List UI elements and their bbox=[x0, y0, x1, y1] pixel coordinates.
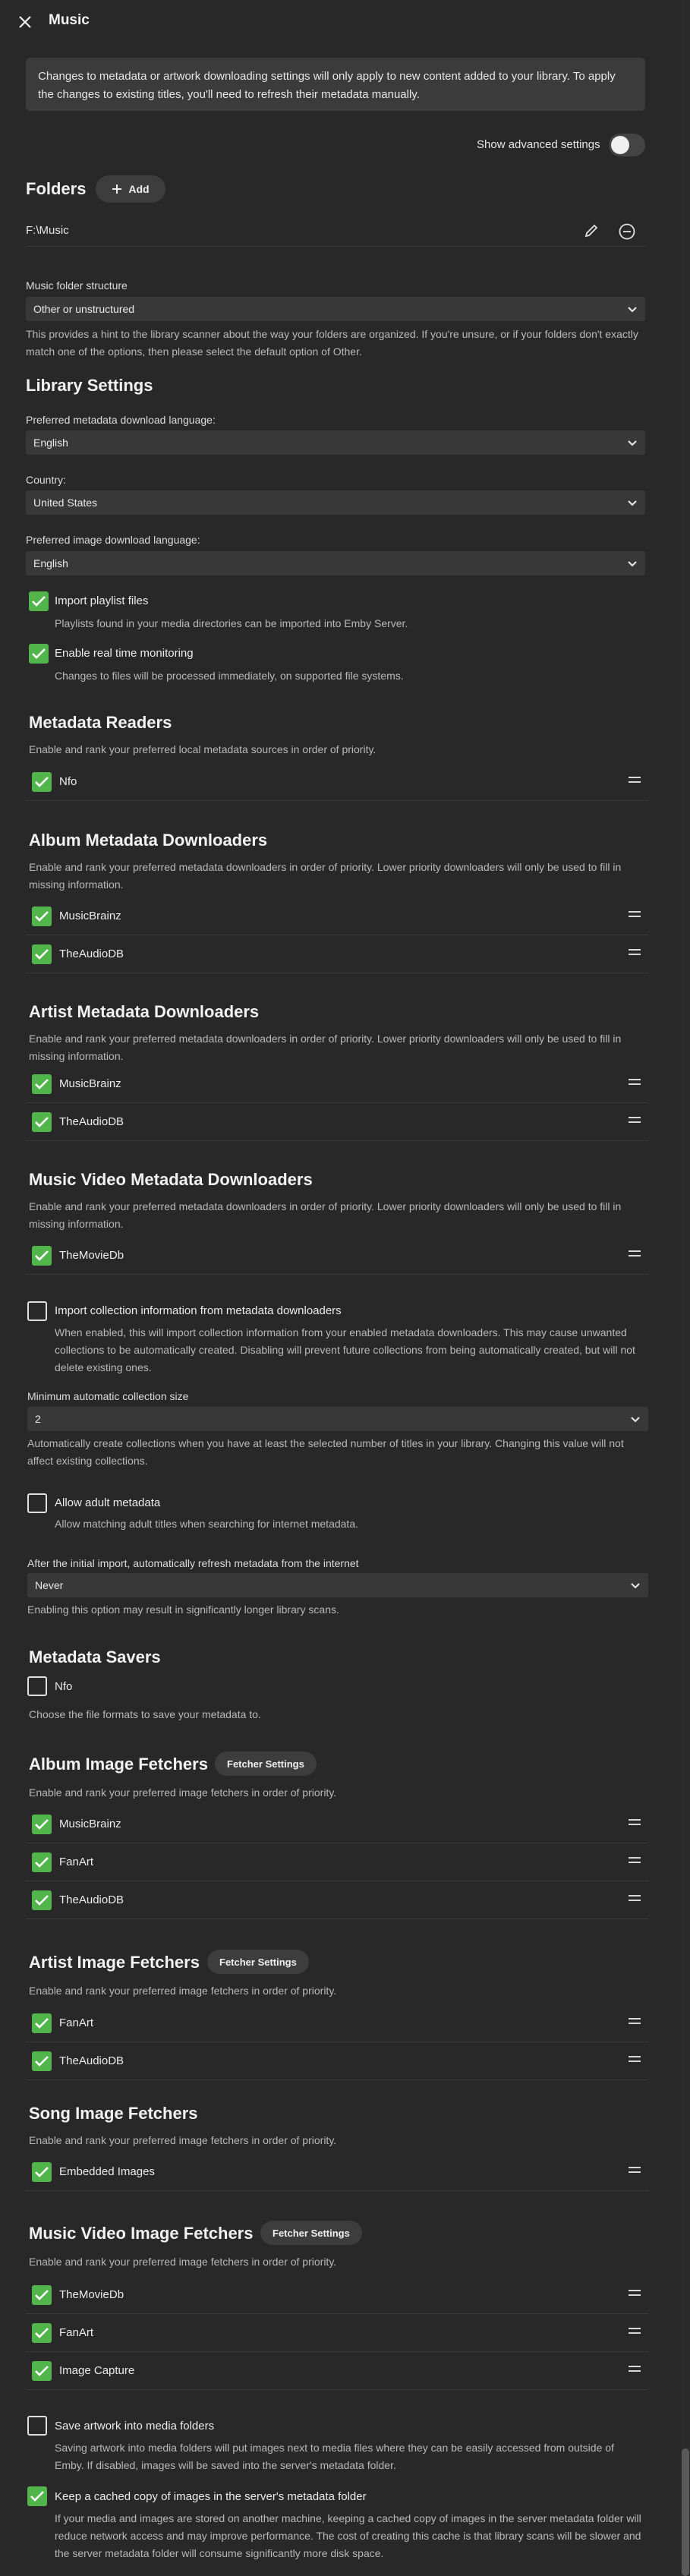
plus-icon bbox=[112, 184, 122, 194]
mv-image-help: Enable and rank your preferred image fetchers in order of priority. bbox=[29, 2256, 337, 2268]
album-image-fanart-checkbox[interactable] bbox=[32, 1852, 52, 1872]
drag-handle-icon[interactable] bbox=[629, 1895, 641, 1906]
list-item-label: MusicBrainz bbox=[59, 1077, 121, 1090]
remove-circle-icon bbox=[618, 222, 636, 241]
import-playlist-help: Playlists found in your media directories can be imported into Emby Server. bbox=[55, 617, 408, 629]
list-item-label: FanArt bbox=[59, 1856, 94, 1868]
import-collections-label: Import collection information from metadata downloaders bbox=[55, 1304, 342, 1317]
close-icon bbox=[18, 15, 32, 29]
refresh-value: Never bbox=[35, 1579, 64, 1591]
list-item-label: MusicBrainz bbox=[59, 1818, 121, 1830]
check-icon bbox=[34, 1818, 49, 1831]
chevron-down-icon bbox=[630, 1580, 641, 1591]
album-fetcher-settings-button[interactable]: Fetcher Settings bbox=[215, 1751, 317, 1776]
structure-label: Music folder structure bbox=[26, 279, 128, 292]
folder-path: F:\Music bbox=[26, 224, 69, 237]
check-icon bbox=[34, 1115, 49, 1129]
song-image-heading: Song Image Fetchers bbox=[29, 2104, 198, 2123]
structure-value: Other or unstructured bbox=[33, 303, 135, 315]
refresh-select[interactable] bbox=[27, 1573, 648, 1597]
check-icon bbox=[34, 2165, 49, 2179]
list-item-label: TheAudioDB bbox=[59, 947, 124, 960]
drag-handle-icon[interactable] bbox=[629, 1819, 641, 1830]
metadata-language-value: English bbox=[33, 437, 68, 449]
check-icon bbox=[34, 2364, 49, 2378]
album-theaudiodb-checkbox[interactable] bbox=[32, 944, 52, 964]
list-item[interactable] bbox=[26, 1843, 648, 1881]
pencil-icon bbox=[583, 222, 600, 239]
list-item[interactable] bbox=[26, 2276, 648, 2314]
close-button[interactable] bbox=[14, 11, 36, 33]
refresh-help: Enabling this option may result in significantly longer library scans. bbox=[27, 1603, 339, 1616]
library-settings-heading: Library Settings bbox=[26, 376, 153, 395]
window-title: Music bbox=[49, 12, 90, 28]
list-item[interactable] bbox=[26, 2004, 648, 2042]
realtime-monitoring-label: Enable real time monitoring bbox=[55, 647, 194, 660]
check-icon bbox=[34, 1249, 49, 1263]
drag-handle-icon[interactable] bbox=[629, 2167, 641, 2177]
drag-handle-icon[interactable] bbox=[629, 2366, 641, 2376]
mv-downloaders-help: Enable and rank your preferred metadata downloaders in order of priority. Lower priority downloaders will only be used to fill in missing information. bbox=[29, 1200, 622, 1230]
artist-image-help: Enable and rank your preferred image fetchers in order of priority. bbox=[29, 1985, 337, 1997]
drag-handle-icon[interactable] bbox=[629, 1117, 641, 1127]
list-item-label: TheAudioDB bbox=[59, 1115, 124, 1128]
check-icon bbox=[34, 1893, 49, 1907]
adult-metadata-label: Allow adult metadata bbox=[55, 1496, 161, 1509]
artist-fetcher-settings-button[interactable]: Fetcher Settings bbox=[207, 1950, 309, 1974]
drag-handle-icon[interactable] bbox=[629, 777, 641, 787]
list-item-label: FanArt bbox=[59, 2326, 94, 2339]
refresh-notice: Changes to metadata or artwork downloading settings will only apply to new content added to your library. To apply the changes to existing titles, you'll need to refresh their metadata manually. bbox=[26, 58, 645, 111]
min-collection-value: 2 bbox=[35, 1413, 41, 1425]
artist-theaudiodb-checkbox[interactable] bbox=[32, 1112, 52, 1132]
check-icon bbox=[34, 775, 49, 789]
list-item-label: Embedded Images bbox=[59, 2165, 155, 2178]
list-item[interactable] bbox=[26, 897, 648, 935]
list-item-label: MusicBrainz bbox=[59, 910, 121, 922]
saver-nfo-checkbox[interactable] bbox=[27, 1676, 47, 1696]
save-artwork-checkbox[interactable] bbox=[27, 2416, 47, 2436]
mv-image-heading: Music Video Image Fetchers bbox=[29, 2224, 254, 2243]
list-item[interactable] bbox=[26, 1237, 648, 1275]
mv-fetcher-settings-button[interactable]: Fetcher Settings bbox=[260, 2221, 362, 2245]
folder-row bbox=[26, 216, 645, 247]
check-icon bbox=[31, 594, 46, 608]
list-item[interactable] bbox=[26, 2042, 648, 2080]
drag-handle-icon[interactable] bbox=[629, 2018, 641, 2029]
check-icon bbox=[30, 2489, 45, 2503]
country-select[interactable] bbox=[26, 490, 645, 515]
metadata-savers-heading: Metadata Savers bbox=[29, 1647, 161, 1666]
list-item[interactable] bbox=[26, 1065, 648, 1103]
metadata-savers-help: Choose the file formats to save your metadata to. bbox=[29, 1708, 261, 1720]
image-language-label: Preferred image download language: bbox=[26, 534, 200, 546]
metadata-language-select[interactable] bbox=[26, 430, 645, 455]
check-icon bbox=[31, 647, 46, 661]
drag-handle-icon[interactable] bbox=[629, 2328, 641, 2338]
list-item[interactable] bbox=[26, 2153, 648, 2191]
list-item[interactable] bbox=[26, 2352, 648, 2390]
adult-metadata-checkbox[interactable] bbox=[27, 1493, 47, 1513]
list-item-label: TheAudioDB bbox=[59, 2054, 124, 2067]
metadata-language-label: Preferred metadata download language: bbox=[26, 414, 216, 426]
cache-copy-label: Keep a cached copy of images in the server's metadata folder bbox=[55, 2490, 367, 2503]
check-icon bbox=[34, 1856, 49, 1869]
mv-downloaders-heading: Music Video Metadata Downloaders bbox=[29, 1170, 313, 1189]
import-playlist-checkbox[interactable] bbox=[29, 591, 49, 611]
list-item[interactable] bbox=[26, 2314, 648, 2352]
title-bar bbox=[0, 0, 690, 43]
import-collections-help: When enabled, this will import collection information from your enabled metadata downloaders. This may cause unwanted collections to be automatically created. Disabling will prevent future collections from being automatically created, but will not delete existing ones. bbox=[55, 1326, 635, 1373]
check-icon bbox=[34, 2288, 49, 2302]
edit-folder-button[interactable] bbox=[583, 222, 601, 241]
artist-image-fanart-checkbox[interactable] bbox=[32, 2013, 52, 2033]
song-image-help: Enable and rank your preferred image fetchers in order of priority. bbox=[29, 2134, 337, 2146]
cache-copy-checkbox[interactable] bbox=[27, 2486, 47, 2506]
drag-handle-icon[interactable] bbox=[629, 2290, 641, 2300]
toggle-knob bbox=[611, 136, 629, 154]
artist-downloaders-help: Enable and rank your preferred metadata downloaders in order of priority. Lower priority downloaders will only be used to fill in missing information. bbox=[29, 1033, 622, 1062]
drag-handle-icon[interactable] bbox=[629, 1079, 641, 1089]
realtime-monitoring-checkbox[interactable] bbox=[29, 644, 49, 664]
list-item[interactable] bbox=[26, 1805, 648, 1843]
cache-copy-help: If your media and images are stored on another machine, keeping a cached copy of images in the server metadata folder will reduce network access and may improve performance. The cost of creating this cache is that library scans will be slower and the server metadata folder will consume significantly more disk space. bbox=[55, 2512, 641, 2559]
realtime-monitoring-help: Changes to files will be processed immediately, on supported file systems. bbox=[55, 670, 404, 682]
image-language-value: English bbox=[33, 557, 68, 569]
reader-nfo-checkbox[interactable] bbox=[32, 772, 52, 792]
min-collection-select[interactable] bbox=[27, 1407, 648, 1431]
list-item[interactable] bbox=[26, 763, 648, 801]
mv-themoviedb-checkbox[interactable] bbox=[32, 1246, 52, 1266]
chevron-down-icon bbox=[627, 437, 638, 448]
album-musicbrainz-checkbox[interactable] bbox=[32, 906, 52, 926]
check-icon bbox=[34, 947, 49, 961]
list-item-label: FanArt bbox=[59, 2016, 94, 2029]
album-image-heading: Album Image Fetchers bbox=[29, 1755, 208, 1774]
chevron-down-icon bbox=[627, 304, 638, 314]
import-playlist-label: Import playlist files bbox=[55, 594, 149, 607]
list-item-label: Nfo bbox=[59, 775, 77, 788]
check-icon bbox=[34, 2326, 49, 2340]
drag-handle-icon[interactable] bbox=[629, 911, 641, 922]
album-downloaders-heading: Album Metadata Downloaders bbox=[29, 831, 268, 850]
min-collection-help: Automatically create collections when you have at least the selected number of titles in your library. Changing this value will not affect existing collections. bbox=[27, 1437, 624, 1467]
chevron-down-icon bbox=[627, 497, 638, 508]
add-folder-label: Add bbox=[128, 183, 150, 195]
structure-help: This provides a hint to the library scanner about the way your folders are organized. If you're unsure, or if your folders don't exactly match one of the options, then please select the default option of Other. bbox=[26, 328, 638, 358]
artist-musicbrainz-checkbox[interactable] bbox=[32, 1074, 52, 1094]
save-artwork-help: Saving artwork into media folders will put images next to media files where they can be easily accessed from outside of Emby. If disabled, images will be saved into the server's metadata folder. bbox=[55, 2442, 614, 2471]
list-item-label: TheMovieDb bbox=[59, 2288, 124, 2301]
advanced-settings-toggle[interactable] bbox=[609, 134, 645, 156]
list-item-label: TheMovieDb bbox=[59, 1249, 124, 1262]
album-image-help: Enable and rank your preferred image fetchers in order of priority. bbox=[29, 1786, 337, 1799]
album-downloaders-help: Enable and rank your preferred metadata downloaders in order of priority. Lower priority downloaders will only be used to fill in missing information. bbox=[29, 861, 622, 891]
drag-handle-icon[interactable] bbox=[629, 1250, 641, 1261]
saver-nfo-label: Nfo bbox=[55, 1680, 73, 1693]
check-icon bbox=[34, 2016, 49, 2030]
advanced-settings-label: Show advanced settings bbox=[477, 138, 600, 151]
metadata-readers-help: Enable and rank your preferred local metadata sources in order of priority. bbox=[29, 743, 377, 755]
drag-handle-icon[interactable] bbox=[629, 2056, 641, 2067]
check-icon bbox=[34, 1077, 49, 1091]
mv-image-capture-checkbox[interactable] bbox=[32, 2361, 52, 2381]
country-label: Country: bbox=[26, 474, 66, 486]
add-folder-button[interactable] bbox=[96, 175, 165, 203]
adult-metadata-help: Allow matching adult titles when searching for internet metadata. bbox=[55, 1518, 358, 1530]
drag-handle-icon[interactable] bbox=[629, 949, 641, 960]
metadata-readers-heading: Metadata Readers bbox=[29, 713, 172, 732]
list-item-label: Image Capture bbox=[59, 2364, 135, 2377]
scrollbar-thumb[interactable] bbox=[682, 2448, 689, 2576]
list-item[interactable] bbox=[26, 1103, 648, 1141]
folders-heading: Folders bbox=[26, 179, 87, 198]
chevron-down-icon bbox=[630, 1414, 641, 1424]
artist-downloaders-heading: Artist Metadata Downloaders bbox=[29, 1002, 260, 1021]
image-language-select[interactable] bbox=[26, 551, 645, 575]
list-item[interactable] bbox=[26, 1881, 648, 1919]
chevron-down-icon bbox=[627, 558, 638, 569]
album-image-theaudiodb-checkbox[interactable] bbox=[32, 1890, 52, 1910]
check-icon bbox=[34, 2054, 49, 2068]
song-image-embedded-checkbox[interactable] bbox=[32, 2162, 52, 2182]
remove-folder-button[interactable] bbox=[618, 222, 636, 241]
structure-select[interactable] bbox=[26, 297, 645, 321]
save-artwork-label: Save artwork into media folders bbox=[55, 2420, 215, 2433]
check-icon bbox=[34, 910, 49, 923]
mv-image-fanart-checkbox[interactable] bbox=[32, 2323, 52, 2343]
min-collection-label: Minimum automatic collection size bbox=[27, 1390, 189, 1402]
scrollbar[interactable] bbox=[681, 0, 690, 2576]
album-image-musicbrainz-checkbox[interactable] bbox=[32, 1815, 52, 1834]
mv-image-themoviedb-checkbox[interactable] bbox=[32, 2285, 52, 2305]
artist-image-theaudiodb-checkbox[interactable] bbox=[32, 2051, 52, 2071]
list-item[interactable] bbox=[26, 935, 648, 973]
drag-handle-icon[interactable] bbox=[629, 1857, 641, 1868]
refresh-label: After the initial import, automatically refresh metadata from the internet bbox=[27, 1557, 359, 1569]
list-item-label: TheAudioDB bbox=[59, 1893, 124, 1906]
artist-image-heading: Artist Image Fetchers bbox=[29, 1953, 200, 1972]
country-value: United States bbox=[33, 497, 98, 509]
import-collections-checkbox[interactable] bbox=[27, 1301, 47, 1321]
